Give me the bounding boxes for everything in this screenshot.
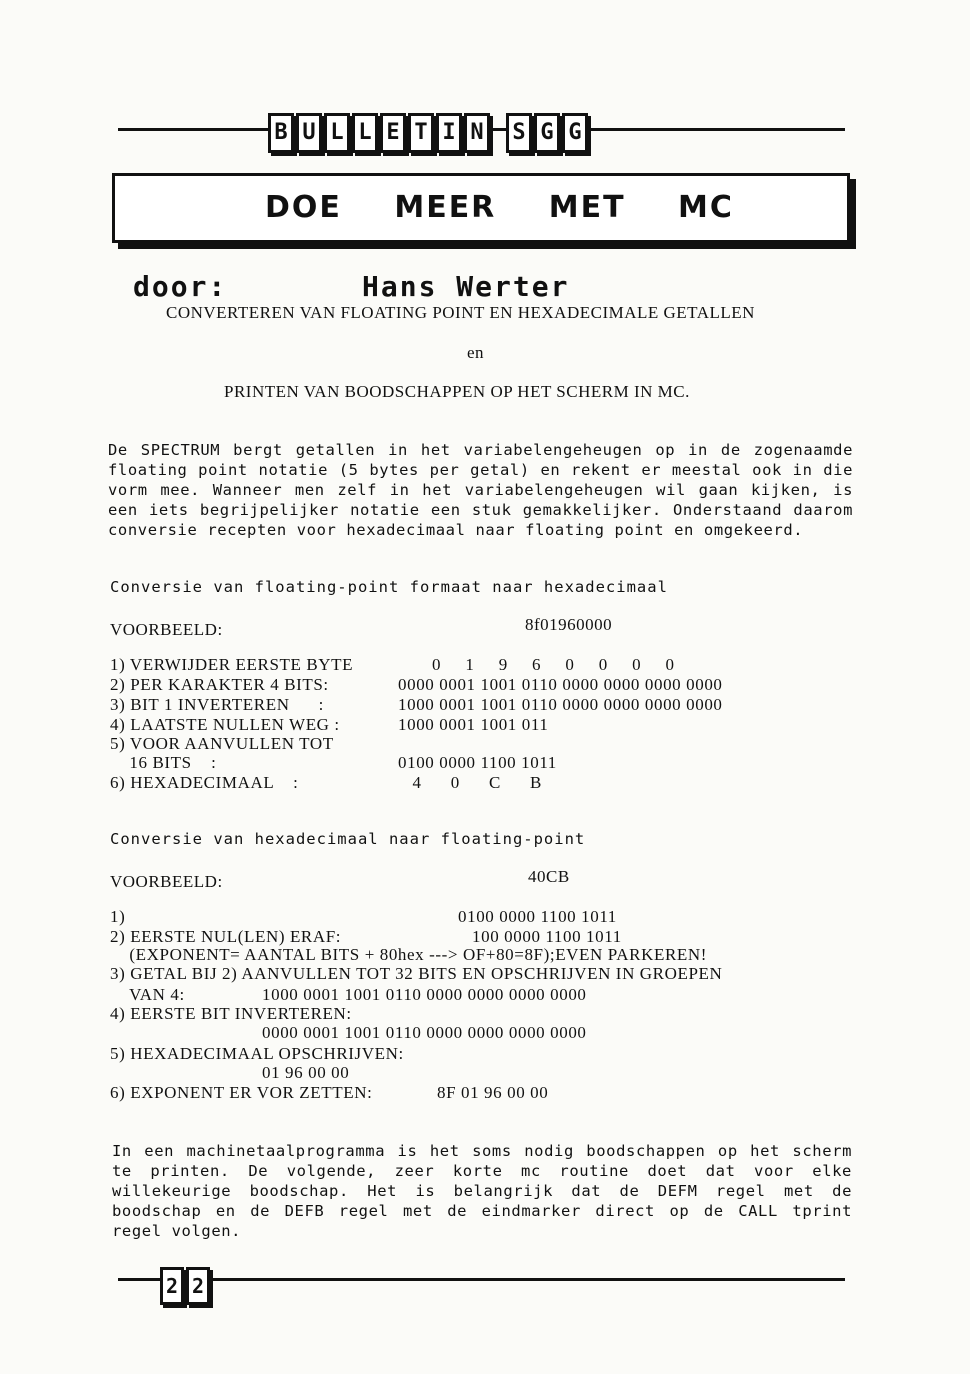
step-value: 1000 0001 1001 011 (398, 715, 549, 734)
step-label: 2) PER KARAKTER 4 BITS: (110, 675, 329, 694)
footer-rule (118, 1278, 845, 1281)
author-name: Hans Werter (362, 270, 570, 303)
page-digit: 2 (186, 1267, 210, 1305)
paragraph-tprint: In een machinetaalprogramma is het soms nodig boodschappen op het scherm te printen. De volgende, zeer korte mc routine doet dat voor elke willekeurige boodschap. Het is belangrijk dat de DEFM regel met de boodschap en de DEFB regel met de eindmarker direct op de CALL tprint regel volgen. (112, 1142, 852, 1240)
step-value: 0100 0000 1100 1011 (458, 907, 617, 926)
step-label: 3) GETAL BIJ 2) AANVULLEN TOT 32 BITS EN OPSCHRIJVEN IN GROEPEN (110, 964, 723, 983)
section2-example-label: VOORBEELD: (110, 872, 223, 891)
page-number (160, 1267, 210, 1305)
logo-spacer (492, 113, 504, 147)
title-banner (112, 173, 850, 243)
logo-letter: L (324, 113, 350, 153)
page-digit: 2 (160, 1267, 184, 1305)
step-value: 8F 01 96 00 00 (437, 1083, 549, 1102)
logo-letter: S (506, 113, 532, 153)
step-label: 1) VERWIJDER EERSTE BYTE (110, 655, 354, 674)
step-value: 0000 0001 1001 0110 0000 0000 0000 0000 (398, 675, 723, 694)
logo-letter: N (464, 113, 490, 153)
step-label: 5) VOOR AANVULLEN TOT (110, 734, 334, 753)
step-label: 16 BITS : (110, 753, 217, 772)
logo-letter: E (380, 113, 406, 153)
step-value: 0100 0000 1100 1011 (398, 753, 557, 772)
intro-line-1: CONVERTEREN VAN FLOATING POINT EN HEXADECIMALE GETALLEN (166, 303, 755, 322)
author-prefix: door: (133, 270, 228, 303)
intro-line-2: en (467, 343, 485, 362)
step-label: VAN 4: (110, 985, 185, 1004)
logo-letter: G (534, 113, 560, 153)
step-label: 6) HEXADECIMAAL : (110, 773, 299, 792)
step-label: 4) EERSTE BIT INVERTEREN: (110, 1004, 352, 1023)
step-value: 0 1 9 6 0 0 0 0 (432, 655, 675, 674)
section2-heading: Conversie van hexadecimaal naar floating-point (110, 830, 586, 848)
section2-example-value: 40CB (528, 867, 570, 886)
section1-example-label: VOORBEELD: (110, 620, 223, 639)
logo-letter: T (408, 113, 434, 153)
step-value: 01 96 00 00 (262, 1063, 350, 1082)
logo-letter: I (436, 113, 462, 153)
article-title: DOE MEER MET MC (265, 190, 734, 225)
section1-heading: Conversie van floating-point formaat naar hexadecimaal (110, 578, 668, 596)
step-value: 4 0 C B (398, 773, 542, 792)
logo-letter: B (268, 113, 294, 153)
logo-letter: U (296, 113, 322, 153)
step-label: 1) (110, 907, 126, 926)
step-value: 100 0000 1100 1011 (472, 927, 622, 946)
step-label: 4) LAATSTE NULLEN WEG : (110, 715, 340, 734)
step-label: 6) EXPONENT ER VOR ZETTEN: (110, 1083, 373, 1102)
step-label: (EXPONENT= AANTAL BITS + 80hex ---> OF+80=8F);EVEN PARKEREN! (110, 945, 708, 964)
logo-letter: G (562, 113, 588, 153)
step-label: 3) BIT 1 INVERTEREN : (110, 695, 324, 714)
intro-line-3: PRINTEN VAN BOODSCHAPPEN OP HET SCHERM IN MC. (224, 382, 690, 401)
logo-letter: L (352, 113, 378, 153)
paragraph-intro: De SPECTRUM bergt getallen in het variabelengeheugen op in de zogenaamde floating point notatie (5 bytes per getal) en rekent er meestal ook in die vorm mee. Wanneer men zelf in het variabelengeheugen wil gaan kijken, is een iets begrijpelijker notatie een stuk gemakkelijker. Onderstaand daarom conversie recepten voor hexadecimaal naar floating point en omgekeerd. (108, 441, 853, 539)
step-value: 1000 0001 1001 0110 0000 0000 0000 0000 (398, 695, 723, 714)
step-label: 5) HEXADECIMAAL OPSCHRIJVEN: (110, 1044, 404, 1063)
step-value: 0000 0001 1001 0110 0000 0000 0000 0000 (262, 1023, 587, 1042)
bulletin-logo (268, 113, 588, 153)
section1-example-value: 8f01960000 (525, 615, 613, 634)
step-label: 2) EERSTE NUL(LEN) ERAF: (110, 927, 342, 946)
step-value: 1000 0001 1001 0110 0000 0000 0000 0000 (262, 985, 587, 1004)
